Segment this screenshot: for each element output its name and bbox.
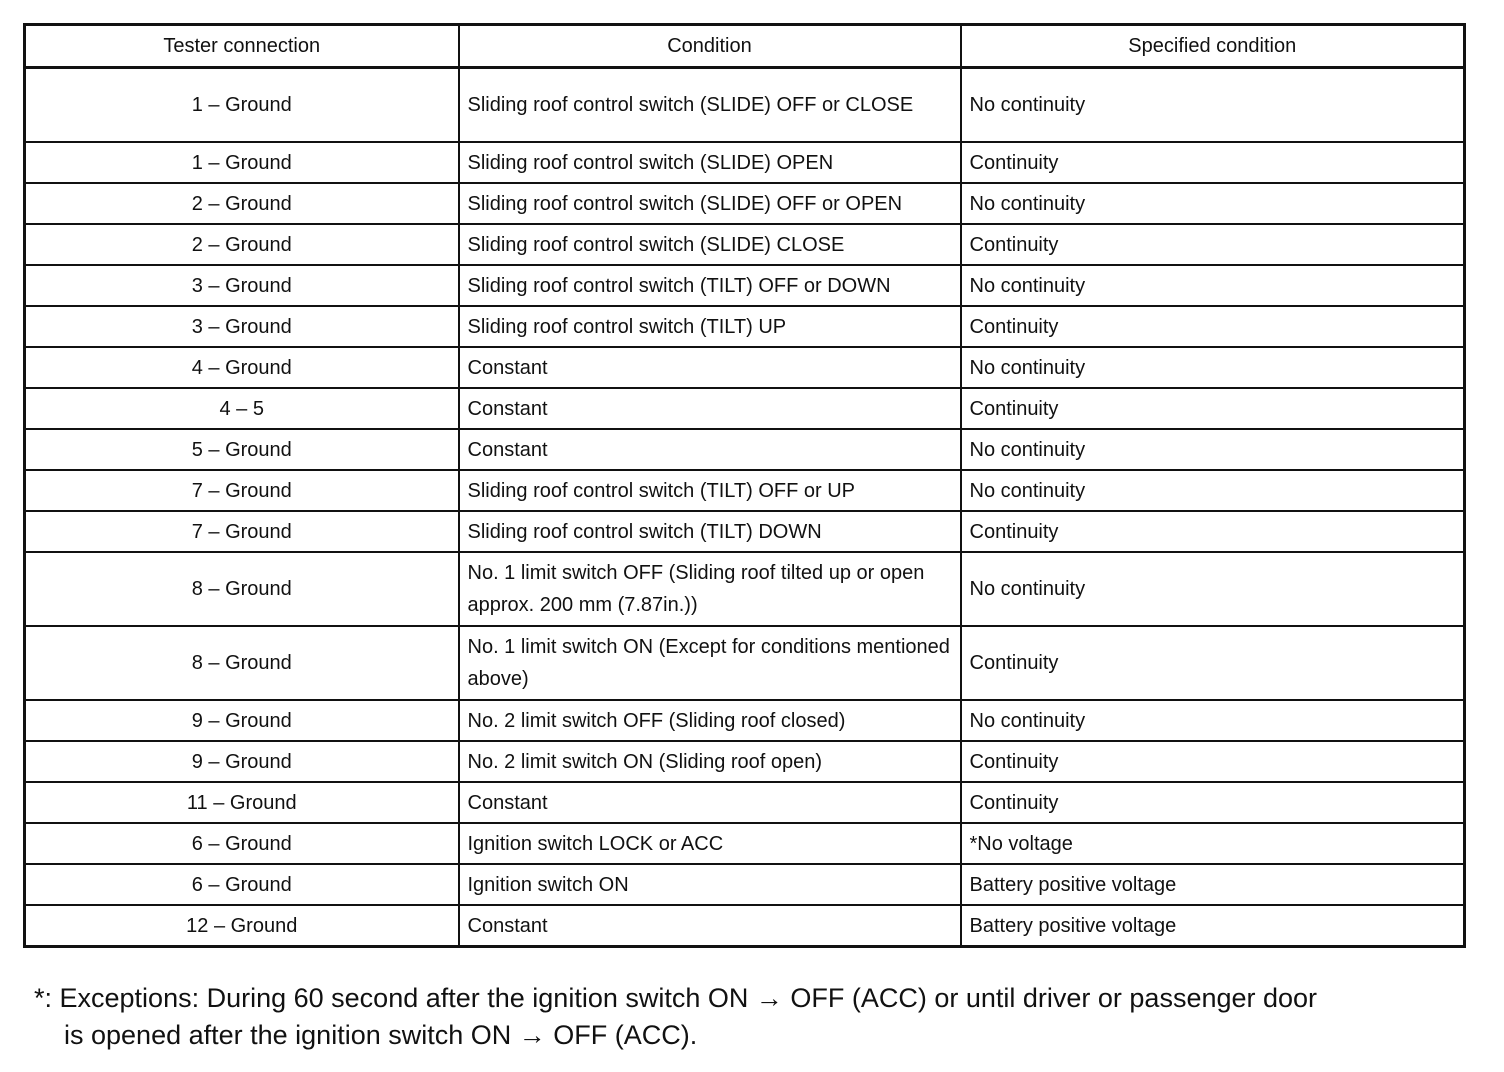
header-specified-condition: Specified condition bbox=[961, 25, 1465, 68]
table-row bbox=[25, 265, 1465, 306]
condition-cell: Sliding roof control switch (TILT) OFF or UP bbox=[459, 470, 961, 511]
tester-connection-cell: 9 – Ground bbox=[25, 741, 459, 782]
specified-condition-cell: No continuity bbox=[961, 265, 1465, 306]
table-row bbox=[25, 741, 1465, 782]
table-row bbox=[25, 626, 1465, 700]
table-row bbox=[25, 68, 1465, 143]
table-row bbox=[25, 905, 1465, 947]
condition-cell: Sliding roof control switch (SLIDE) OFF or CLOSE bbox=[459, 68, 961, 143]
footnote-line-2: is opened after the ignition switch ON → OFF (ACC). bbox=[64, 1020, 698, 1050]
tester-connection-cell: 1 – Ground bbox=[25, 68, 459, 143]
specified-condition-cell: No continuity bbox=[961, 347, 1465, 388]
table-row bbox=[25, 511, 1465, 552]
condition-cell: Constant bbox=[459, 782, 961, 823]
specified-condition-cell: Continuity bbox=[961, 782, 1465, 823]
specified-condition-cell: No continuity bbox=[961, 68, 1465, 143]
condition-cell: No. 2 limit switch OFF (Sliding roof closed) bbox=[459, 700, 961, 741]
table-row bbox=[25, 347, 1465, 388]
condition-cell: Sliding roof control switch (TILT) DOWN bbox=[459, 511, 961, 552]
condition-cell: Sliding roof control switch (SLIDE) CLOSE bbox=[459, 224, 961, 265]
condition-cell: No. 1 limit switch OFF (Sliding roof tilted up or open approx. 200 mm (7.87in.)) bbox=[459, 552, 961, 626]
table-row bbox=[25, 183, 1465, 224]
table-row bbox=[25, 470, 1465, 511]
footnote-line-1: *: Exceptions: During 60 second after the ignition switch ON → OFF (ACC) or until driver or passenger door bbox=[34, 983, 1318, 1013]
tester-connection-cell: 3 – Ground bbox=[25, 265, 459, 306]
specified-condition-cell: *No voltage bbox=[961, 823, 1465, 864]
table-row bbox=[25, 700, 1465, 741]
header-tester-connection: Tester connection bbox=[25, 25, 459, 68]
specified-condition-cell: Continuity bbox=[961, 511, 1465, 552]
condition-cell: Sliding roof control switch (TILT) UP bbox=[459, 306, 961, 347]
exceptions-footnote bbox=[34, 980, 1484, 1054]
specified-condition-cell: No continuity bbox=[961, 183, 1465, 224]
tester-connection-cell: 5 – Ground bbox=[25, 429, 459, 470]
condition-cell: Sliding roof control switch (TILT) OFF or DOWN bbox=[459, 265, 961, 306]
tester-connection-cell: 2 – Ground bbox=[25, 183, 459, 224]
tester-connection-cell: 8 – Ground bbox=[25, 626, 459, 700]
specified-condition-cell: No continuity bbox=[961, 700, 1465, 741]
condition-cell: Constant bbox=[459, 347, 961, 388]
specified-condition-cell: Continuity bbox=[961, 388, 1465, 429]
tester-connection-cell: 6 – Ground bbox=[25, 864, 459, 905]
specified-condition-cell: Continuity bbox=[961, 741, 1465, 782]
tester-connection-cell: 2 – Ground bbox=[25, 224, 459, 265]
specified-condition-cell: No continuity bbox=[961, 470, 1465, 511]
condition-cell: Sliding roof control switch (SLIDE) OFF or OPEN bbox=[459, 183, 961, 224]
tester-connection-cell: 7 – Ground bbox=[25, 511, 459, 552]
condition-cell: Constant bbox=[459, 905, 961, 947]
table-row bbox=[25, 388, 1465, 429]
table-row bbox=[25, 864, 1465, 905]
specified-condition-cell: Continuity bbox=[961, 142, 1465, 183]
specified-condition-cell: Continuity bbox=[961, 626, 1465, 700]
continuity-spec-table bbox=[23, 23, 1466, 948]
condition-cell: Constant bbox=[459, 388, 961, 429]
condition-cell: No. 1 limit switch ON (Except for conditions mentioned above) bbox=[459, 626, 961, 700]
tester-connection-cell: 9 – Ground bbox=[25, 700, 459, 741]
tester-connection-cell: 4 – Ground bbox=[25, 347, 459, 388]
table-row bbox=[25, 782, 1465, 823]
condition-cell: Ignition switch LOCK or ACC bbox=[459, 823, 961, 864]
specified-condition-cell: Battery positive voltage bbox=[961, 905, 1465, 947]
header-condition: Condition bbox=[459, 25, 961, 68]
table-row bbox=[25, 224, 1465, 265]
specified-condition-cell: No continuity bbox=[961, 429, 1465, 470]
specified-condition-cell: Continuity bbox=[961, 224, 1465, 265]
tester-connection-cell: 8 – Ground bbox=[25, 552, 459, 626]
condition-cell: Sliding roof control switch (SLIDE) OPEN bbox=[459, 142, 961, 183]
tester-connection-cell: 1 – Ground bbox=[25, 142, 459, 183]
condition-cell: No. 2 limit switch ON (Sliding roof open) bbox=[459, 741, 961, 782]
table-row bbox=[25, 823, 1465, 864]
tester-connection-cell: 4 – 5 bbox=[25, 388, 459, 429]
table-row bbox=[25, 306, 1465, 347]
condition-cell: Constant bbox=[459, 429, 961, 470]
tester-connection-cell: 3 – Ground bbox=[25, 306, 459, 347]
table-row bbox=[25, 142, 1465, 183]
condition-cell: Ignition switch ON bbox=[459, 864, 961, 905]
table-row bbox=[25, 429, 1465, 470]
tester-connection-cell: 6 – Ground bbox=[25, 823, 459, 864]
table-row bbox=[25, 552, 1465, 626]
tester-connection-cell: 7 – Ground bbox=[25, 470, 459, 511]
specified-condition-cell: No continuity bbox=[961, 552, 1465, 626]
tester-connection-cell: 11 – Ground bbox=[25, 782, 459, 823]
table-header-row bbox=[25, 25, 1465, 68]
specified-condition-cell: Continuity bbox=[961, 306, 1465, 347]
specified-condition-cell: Battery positive voltage bbox=[961, 864, 1465, 905]
tester-connection-cell: 12 – Ground bbox=[25, 905, 459, 947]
